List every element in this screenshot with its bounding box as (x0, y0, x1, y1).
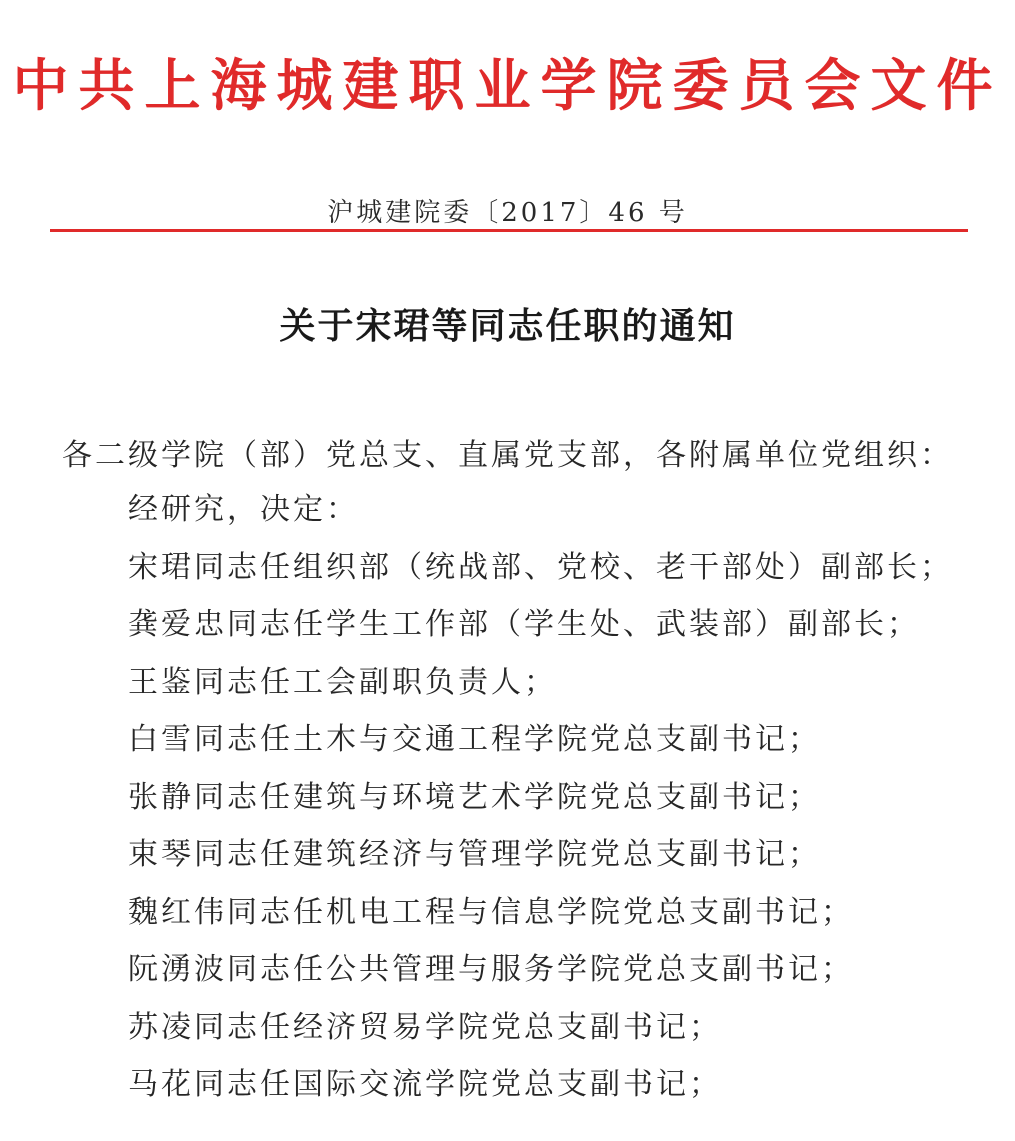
notice-title: 关于宋珺等同志任职的通知 (279, 305, 736, 347)
body-line: 魏红伟同志任机电工程与信息学院党总支副书记； (128, 894, 854, 930)
recipients-line: 各二级学院（部）党总支、直属党支部，各附属单位党组织： (62, 438, 953, 473)
body-line: 王鉴同志任工会副职负责人； (128, 664, 557, 700)
body-line: 经研究，决定： (128, 492, 359, 527)
body-line: 束琴同志任建筑经济与管理学院党总支副书记； (128, 837, 821, 872)
body-line: 阮湧波同志任公共管理与服务学院党总支副书记； (128, 952, 854, 987)
body-line: 马花同志任国际交流学院党总支副书记； (128, 1067, 722, 1102)
body-line: 苏凌同志任经济贸易学院党总支副书记； (128, 1009, 722, 1045)
body-line: 白雪同志任土木与交通工程学院党总支副书记； (128, 722, 821, 757)
document-number: 沪城建院委〔2017〕46 号 (327, 198, 688, 228)
issuing-authority-header: 中共上海城建职业学院委员会文件 (12, 54, 1003, 119)
red-divider-line (50, 229, 968, 232)
body-line: 龚爱忠同志任学生工作部（学生处、武装部）副部长； (128, 607, 920, 642)
body-line: 张静同志任建筑与环境艺术学院党总支副书记； (128, 779, 821, 815)
body-line: 宋珺同志任组织部（统战部、党校、老干部处）副部长； (128, 549, 953, 585)
notice-body (128, 490, 953, 1123)
